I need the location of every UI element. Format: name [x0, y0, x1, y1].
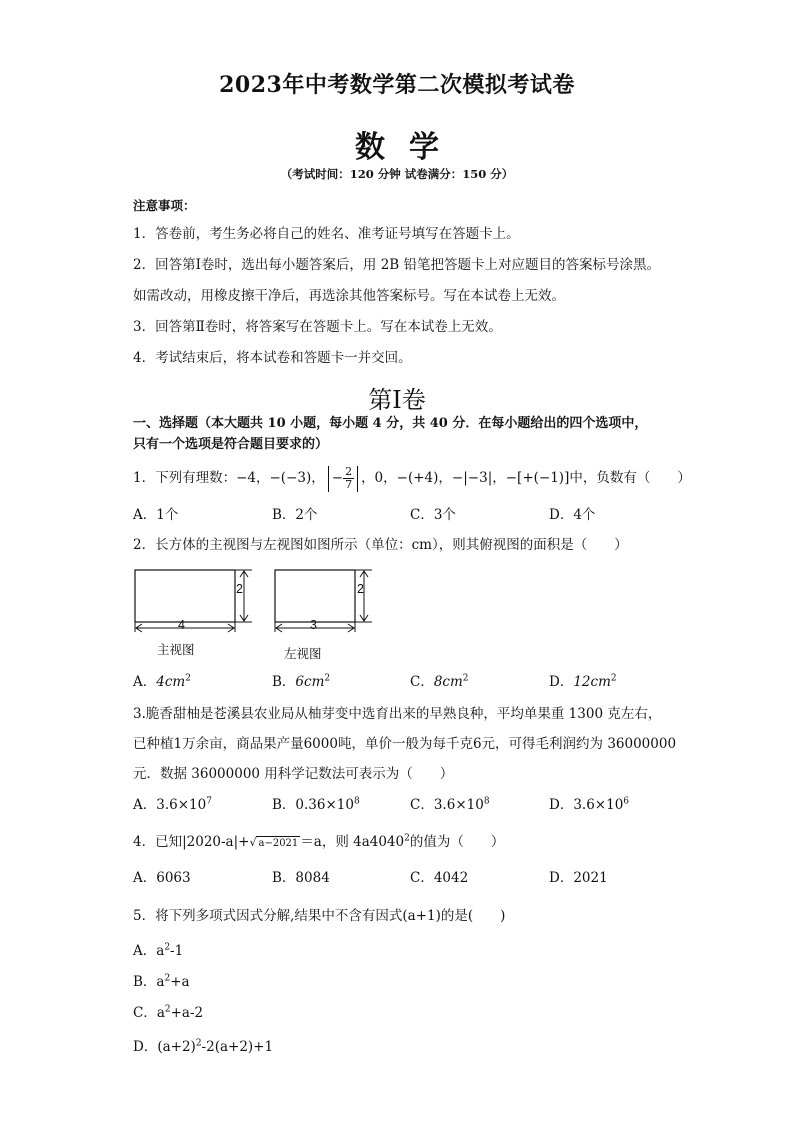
q3-option-c [410, 795, 490, 815]
q3-option-d [549, 795, 629, 815]
exam-meta: （考试时间：120 分钟 试卷满分：150 分） [280, 167, 514, 181]
q4-option-b: B．8084 [272, 870, 330, 886]
exam-title: 2023年中考数学第二次模拟考试卷 [219, 72, 575, 98]
q2-opt-a-value: 4cm [156, 674, 186, 690]
q5-opt-b-pre: B．a [133, 974, 165, 990]
q2-opt-b-value: 6cm [295, 674, 325, 690]
notice-item-1: 1．答卷前，考生务必将自己的姓名、准考证号填写在答题卡上。 [133, 226, 520, 242]
q4-suffix: 的值为（ ） [409, 834, 505, 850]
q3-opt-b-letter: B． [272, 797, 296, 813]
q5-opt-b-exp: 2 [164, 973, 171, 984]
q5-opt-d-post: -2(a+2)+1 [201, 1039, 274, 1055]
q3-opt-c-exp: 8 [483, 796, 490, 807]
q5-opt-d-exp: 2 [195, 1038, 202, 1049]
q1-option-d: D．4个 [549, 507, 596, 523]
q1-fraction [343, 466, 354, 491]
q4-radicand: a−2021 [258, 838, 299, 849]
q5-option-a [133, 941, 183, 961]
q3-opt-d-base: 3.6×10 [573, 797, 624, 813]
q5-option-b [133, 972, 190, 992]
q5-option-c [133, 1003, 203, 1023]
q5-opt-b-post: +a [170, 974, 190, 990]
q2-opt-d-value: 12cm [573, 674, 611, 690]
q2-opt-d-exp: 2 [610, 673, 617, 684]
section-intro-text-1: 一、选择题（本大题共 10 小题，每小题 4 分，共 40 分．在每小题给出的四个选项中， [133, 416, 648, 431]
q4-middle: ＝a，则 4a4040 [300, 834, 405, 850]
q3-opt-c-base: 3.6×10 [433, 797, 484, 813]
q3-opt-d-exp: 6 [623, 796, 630, 807]
front-height-label: 2 [236, 582, 243, 596]
q1-frac-num: 2 [345, 465, 353, 478]
q1-abs-val: −3 [467, 470, 488, 486]
left-view-caption: 左视图 [284, 646, 322, 661]
q2-opt-a-letter: A． [133, 674, 157, 690]
q2-opt-d-letter: D． [549, 674, 574, 690]
front-width-label: 4 [178, 618, 185, 632]
q1-middle: ，0，−(+4)，− [361, 470, 464, 486]
q3-opt-c-letter: C． [410, 797, 434, 813]
section-intro-text-2: 只有一个选项是符合题目要求的） [133, 437, 329, 452]
front-view-caption: 主视图 [157, 642, 195, 657]
q5-opt-a-exp: 2 [164, 942, 171, 953]
q5-opt-a-post: -1 [170, 943, 184, 959]
question-3-line3: 元．数据 36000000 用科学记数法可表示为（ ） [133, 766, 454, 782]
q2-opt-c-exp: 2 [462, 673, 469, 684]
q2-opt-c-letter: C． [410, 674, 434, 690]
q1-option-a: A．1个 [133, 507, 179, 523]
q4-option-a: A．6063 [133, 870, 191, 886]
section-intro-line1 [133, 414, 647, 434]
q5-opt-a-pre: A．a [133, 943, 165, 959]
q3-opt-a-letter: A． [133, 797, 157, 813]
q2-option-b [272, 672, 330, 692]
section-intro-line2 [133, 435, 328, 455]
question-3-line2: 已种植1万余亩，商品果产量6000吨，单价一般为每千克6元，可得毛利润约为 36000000 [133, 736, 677, 752]
q2-opt-c-value: 8cm [433, 674, 463, 690]
q1-option-c: C．3个 [410, 507, 456, 523]
q4-option-c: C．4042 [410, 870, 469, 886]
q3-option-b [272, 795, 360, 815]
question-2-stem: 2．长方体的主视图与左视图如图所示（单位：cm），则其俯视图的面积是（ ） [133, 537, 628, 553]
notice-item-3: 3．回答第Ⅱ卷时，将答案写在答题卡上。写在本试卷上无效。 [133, 319, 502, 335]
q2-views-diagram [0, 562, 794, 662]
q4-exp: 2 [404, 833, 410, 844]
front-view-rect [135, 570, 235, 622]
left-height-label: 2 [357, 582, 364, 596]
notice-item-2-cont: 如需改动，用橡皮擦干净后，再选涂其他答案标号。写在本试卷上无效。 [133, 288, 565, 304]
q5-opt-c-post: +a-2 [170, 1005, 204, 1021]
q3-opt-a-base: 3.6×10 [156, 797, 207, 813]
q2-opt-a-exp: 2 [185, 673, 191, 684]
q5-opt-c-exp: 2 [164, 1004, 171, 1015]
left-width-label: 3 [310, 618, 317, 632]
q2-option-c [410, 672, 469, 692]
section-title: 第Ⅰ卷 [368, 386, 426, 414]
sqrt-sign: √ [249, 836, 257, 849]
q2-opt-b-letter: B． [272, 674, 296, 690]
subject-title: 数学 [355, 130, 463, 165]
q3-opt-d-letter: D． [549, 797, 574, 813]
q5-opt-c-pre: C．a [133, 1005, 165, 1021]
q1-suffix: ，−[+(−1)]中，负数有（ ） [492, 470, 691, 486]
q4-option-d: D．2021 [549, 870, 608, 886]
q1-frac-den: 7 [345, 478, 353, 491]
question-4-stem [133, 832, 504, 853]
q4-prefix: 4．已知|2020-a|+ [133, 834, 250, 850]
q3-opt-b-exp: 8 [353, 796, 360, 807]
q2-opt-b-exp: 2 [324, 673, 331, 684]
q3-opt-a-exp: 7 [206, 796, 212, 807]
q1-option-b: B．2个 [272, 507, 318, 523]
question-1-stem: 1．下列有理数：−4，−(−3)， − $\frac{2}{7}$ ，0，−(+4)，−|−3|，−[+(−1)]中，负数有（ ） [133, 465, 691, 491]
left-view-rect [275, 570, 355, 622]
q5-option-d [133, 1037, 273, 1057]
q2-option-d [549, 672, 617, 692]
q3-option-a [133, 795, 212, 815]
abs-bar-left [328, 466, 329, 492]
notice-item-4: 4．考试结束后，将本试卷和答题卡一并交回。 [133, 350, 412, 366]
q1-prefix: 1．下列有理数：−4，−(−3)， [133, 470, 325, 486]
abs-bar-right [357, 466, 358, 492]
q3-opt-b-base: 0.36×10 [295, 797, 354, 813]
q5-opt-d-pre: D．(a+2) [133, 1039, 196, 1055]
question-5-stem: 5．将下列多项式因式分解,结果中不含有因式(a+1)的是( ) [133, 908, 506, 924]
q2-option-a [133, 672, 191, 692]
notice-heading: 注意事项： [133, 198, 196, 213]
notice-item-2: 2．回答第Ⅰ卷时，选出每小题答案后，用 2B 铅笔把答题卡上对应题目的答案标号涂黑。 [133, 257, 661, 273]
question-3-line1: 3.脆香甜柚是苍溪县农业局从柚芽变中选育出来的早熟良种，平均单果重 1300 克左右， [133, 706, 662, 722]
